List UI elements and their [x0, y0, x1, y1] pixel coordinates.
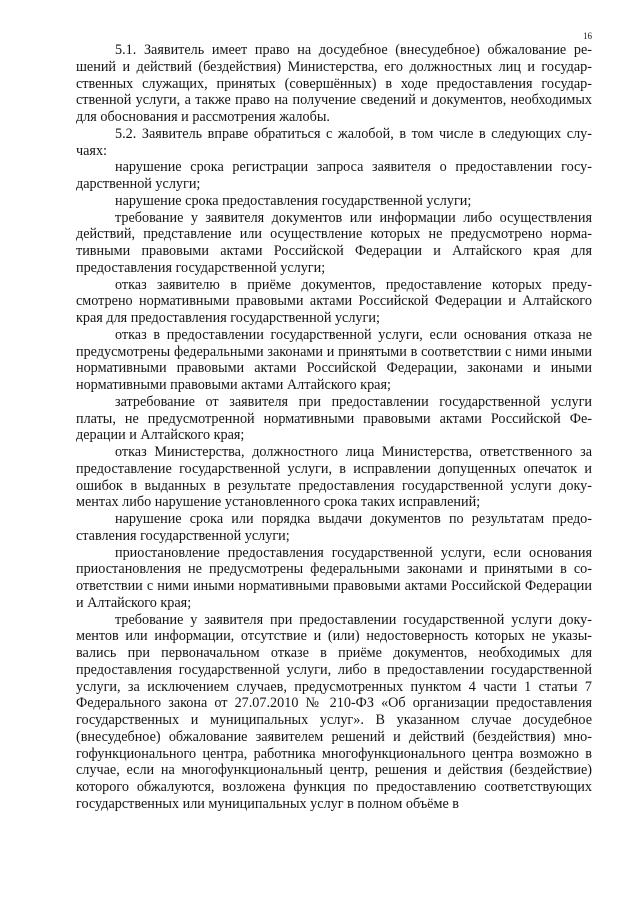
paragraph-5-1: 5.1. Заявитель имеет право на досудебное (внесудебное) обжалование решений и действий (бездействия) Министерства, его должностных лиц и государственных служащих, принятых (совершённых) в ходе предоставления государственной услуги, а также право на получение сведений и документов, необходимых для обоснования и рассмотрения жалобы.: [76, 42, 592, 125]
list-item-refusal-accept-documents: отказ заявителю в приёме документов, предоставление которых предусмотрено нормативными правовыми актами Российской Федерации и Алтайского края для предоставления государственной услуги;: [76, 276, 592, 326]
list-item-correction-refusal: отказ Министерства, должностного лица Министерства, ответственного за предоставление государственной услуги, в исправлении допущенных опечаток и ошибок в выданных в результате предоставления государственной услуги документах либо нарушение установленного срока таких исправлений;: [76, 444, 592, 511]
document-body: [76, 42, 592, 813]
list-item-suspension: приостановление предоставления государственной услуги, если основания приостановления не предусмотрены федеральными законами и принятыми в соответствии с ними иными нормативными правовыми актами Российской Федерации и Алтайского края;: [76, 544, 592, 611]
list-item-fee-demand: затребование от заявителя при предоставлении государственной услуги платы, не предусмотренной нормативными правовыми актами Российской Федерации и Алтайского края;: [76, 393, 592, 444]
page-number: 16: [583, 31, 592, 41]
list-item-refusal-service: отказ в предоставлении государственной услуги, если основания отказа не предусмотрены федеральными законами и принятыми в соответствии с ними иными нормативными правовыми актами Российской Федерации, законами и иными нормативными правовыми актами Алтайского края;: [76, 326, 592, 393]
list-item-issuance-violation: нарушение срока или порядка выдачи документов по результатам предоставления государственной услуги;: [76, 511, 592, 544]
list-item-documents-requirement: требование у заявителя документов или информации либо осуществления действий, представление или осуществление которых не предусмотрено нормативными правовыми актами Российской Федерации и Алтайского края для предоставления государственной услуги;: [76, 209, 592, 276]
list-item-missing-documents: требование у заявителя при предоставлении государственной услуги документов или информации, отсутствие и (или) недостоверность которых не указывались при первоначальном отказе в приёме документов, необходимых для предоставления государственной услуги, либо в предоставлении государственной услуги, за исключением случаев, предусмотренных пунктом 4 части 1 статьи 7 Федерального закона от 27.07.2010 № 210-ФЗ «Об организации предоставления государственных и муниципальных услуг». В указанном случае досудебное (внесудебное) обжалование заявителем решений и действий (бездействия) многофункционального центра, работника многофункционального центра возможно в случае, если на многофункциональный центр, решения и действия (бездействие) которого обжалуются, возложена функция по предоставлению соответствующих государственных или муниципальных услуг в полном объёме в: [76, 611, 592, 812]
paragraph-5-2: 5.2. Заявитель вправе обратиться с жалобой, в том числе в следующих случаях:: [76, 125, 592, 159]
list-item-service-deadline: нарушение срока предоставления государственной услуги;: [115, 192, 472, 209]
list-item-registration-deadline: нарушение срока регистрации запроса заявителя о предоставлении государственной услуги;: [76, 159, 592, 192]
